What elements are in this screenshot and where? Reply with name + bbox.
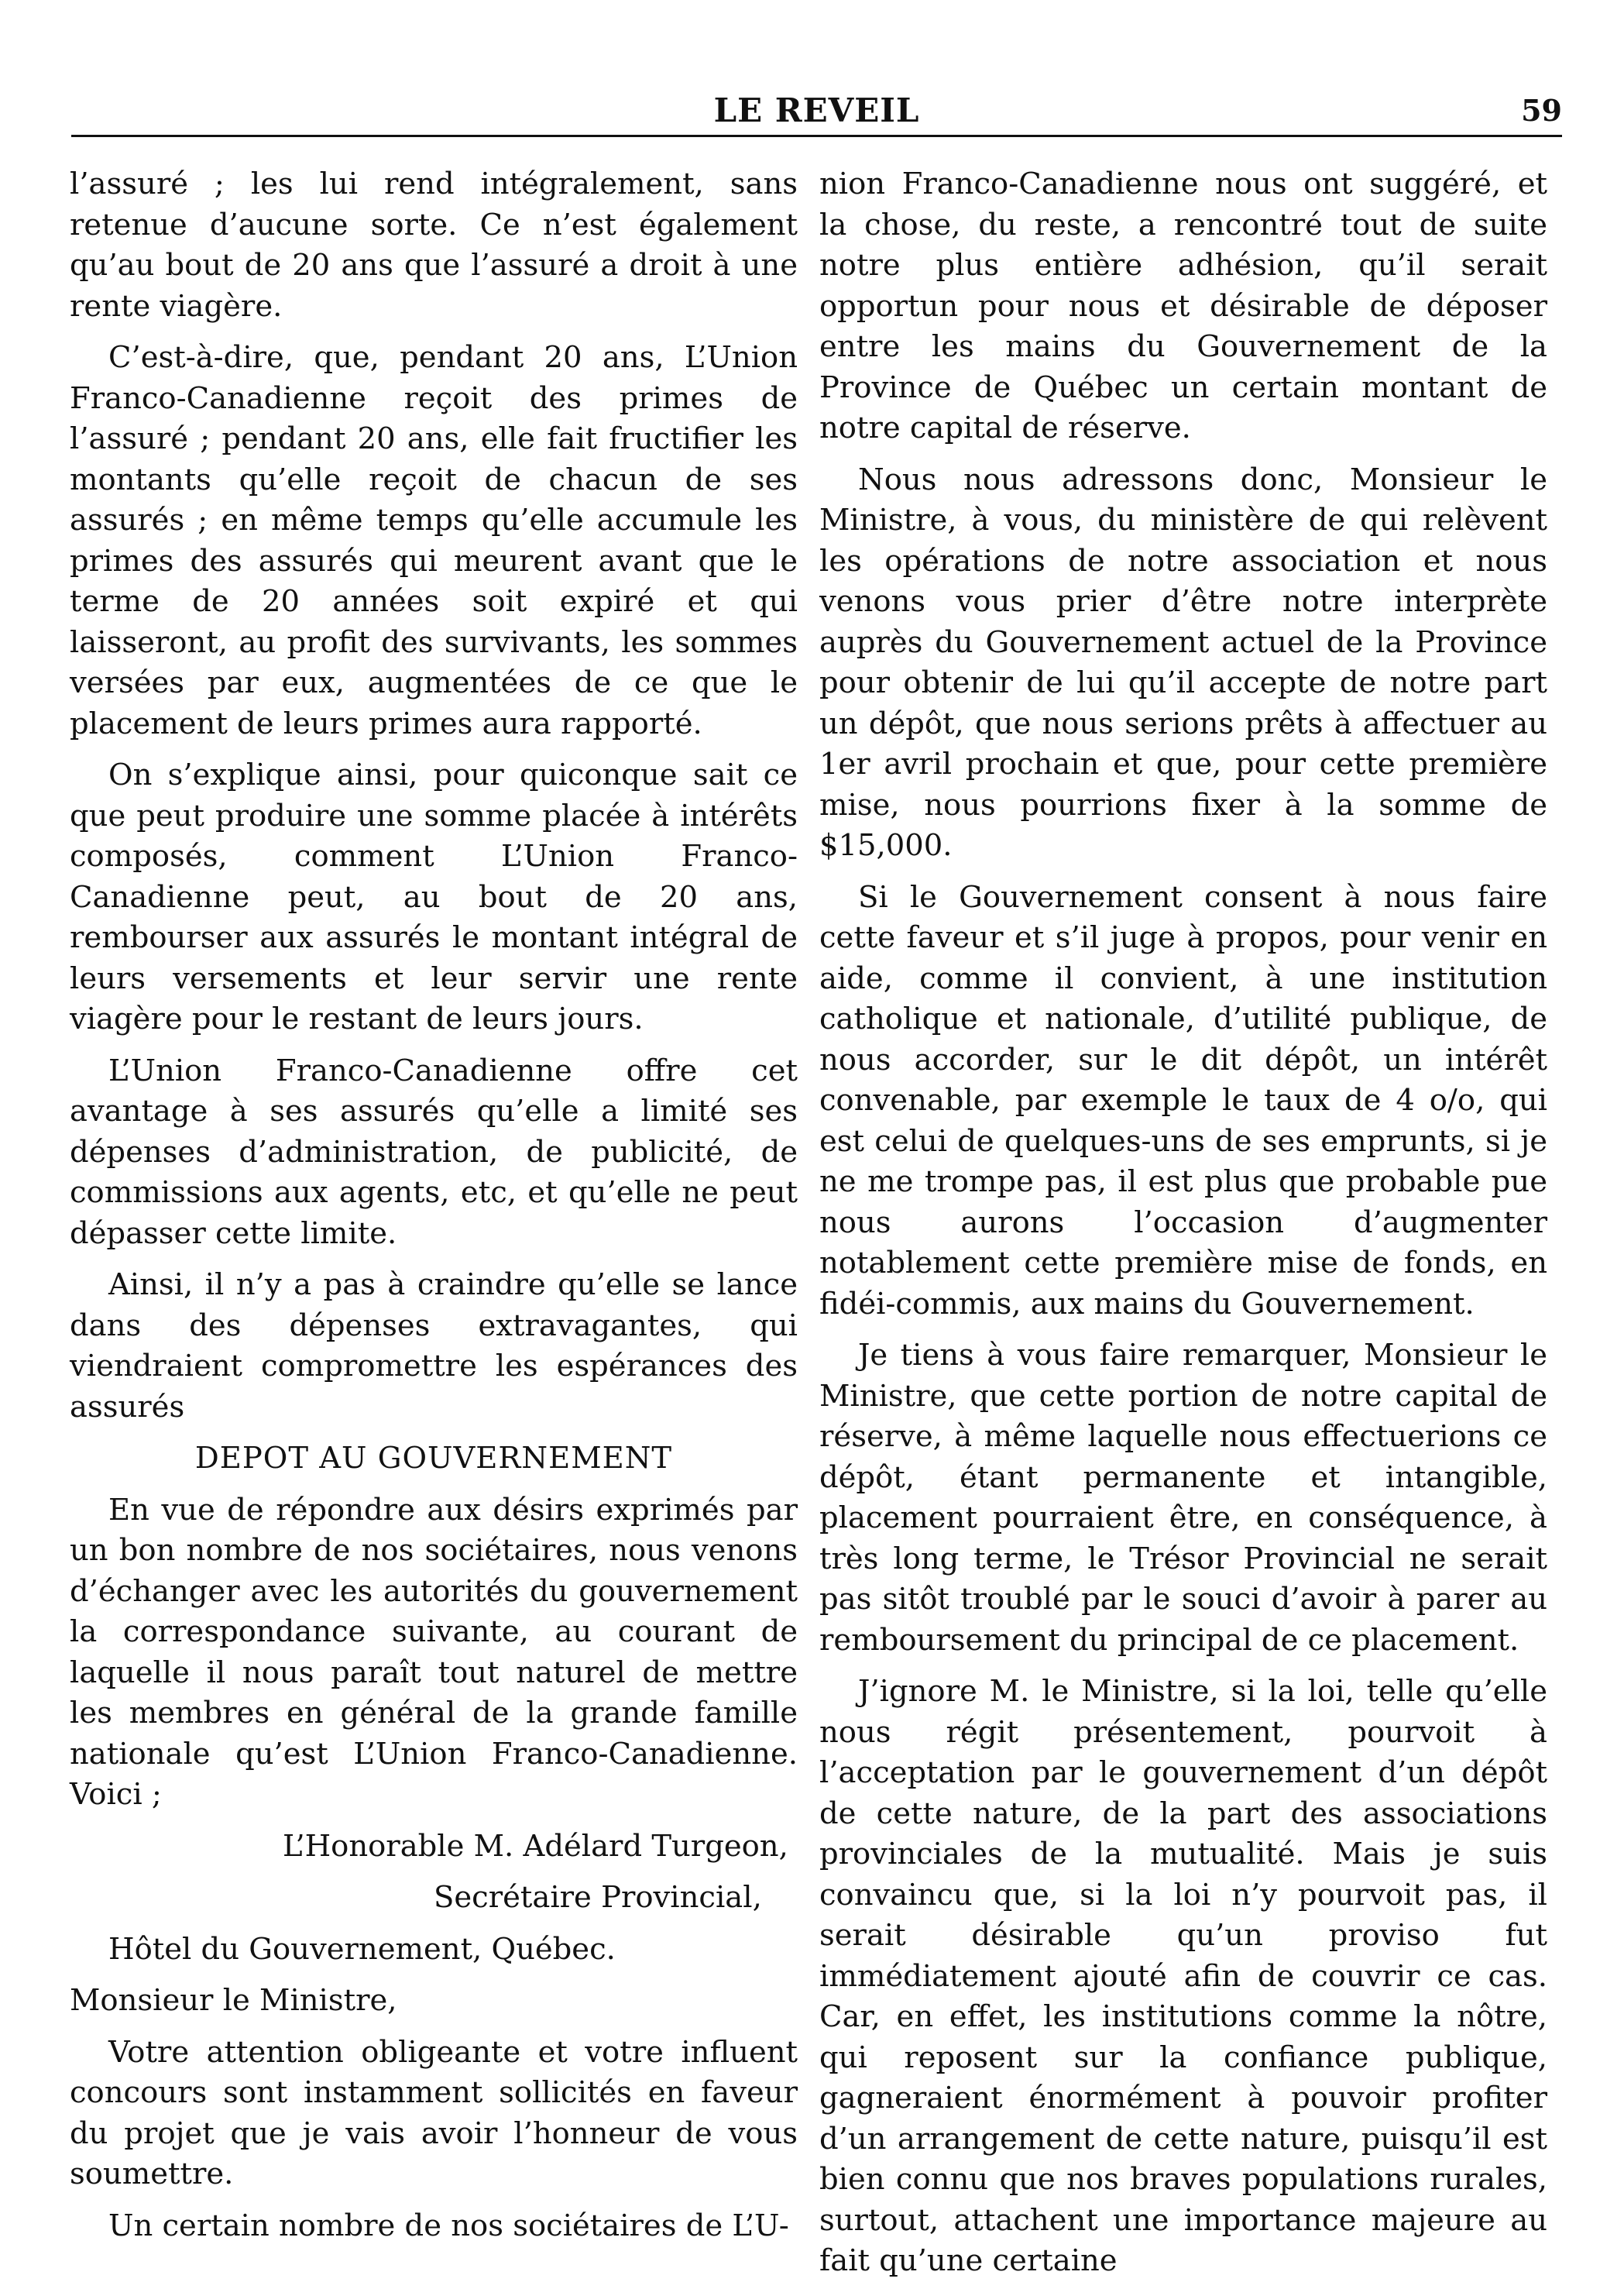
paragraph: Un certain nombre de nos sociétaires de L’U-	[108, 2208, 789, 2243]
section-heading: DEPOT AU GOUVERNEMENT	[194, 1441, 673, 1476]
left-column	[70, 164, 798, 2243]
running-header	[71, 87, 1562, 137]
paragraph: Ainsi, il n’y a pas à craindre qu’elle se lance dans des dépenses extravagantes, qui viendraient compromettre les espérances des assurés	[70, 1267, 798, 1425]
paragraph: L’Union Franco-Canadienne offre cet avantage à ses assurés qu’elle a limité ses dépenses d’administration, de publicité, de commissions aux agents, etc, et qu’elle ne peut dépasser cette limite.	[70, 1053, 798, 1251]
salutation: Monsieur le Ministre,	[70, 1983, 397, 2018]
page-number: 59	[1521, 93, 1562, 128]
paragraph: En vue de répondre aux désirs exprimés par un bon nombre de nos sociétaires, nous venons d’échanger avec les autorités du gouvernement la correspondance suivante, au courant de laquelle il nous paraît tout naturel de mettre les membres en général de la grande famille nationale qu’est L’Union Franco-Canadienne. Voici ;	[70, 1492, 798, 1812]
paragraph: nion Franco-Canadienne nous ont suggéré, et la chose, du reste, a rencontré tout de suite notre plus entière adhésion, qu’il serait opportun pour nous et désirable de déposer entre les mains du Gouvernement de la Province de Québec un certain montant de notre capital de réserve.	[819, 167, 1547, 445]
addressee-name: L’Honorable M. Adélard Turgeon,	[283, 1828, 788, 1864]
paragraph: J’ignore M. le Ministre, si la loi, telle qu’elle nous régit présentement, pourvoit à l’acceptation par le gouvernement d’un dépôt de cette nature, de la part des associations provinciales de la mutualité. Mais je suis convaincu que, si la loi n’y pourvoit pas, il serait désirable qu’un proviso fut immédiatement ajouté afin de couvrir ce cas. Car, en effet, les institutions comme la nôtre, qui reposent sur la confiance publique, gagneraient énormément à pouvoir profiter d’un arrangement de cette nature, puisqu’il est bien connu que nos braves populations rurales, surtout, attachent une importance majeure au fait qu’une certaine	[819, 1674, 1547, 2278]
paragraph: Je tiens à vous faire remarquer, Monsieur le Ministre, que cette portion de notre capital de réserve, à même laquelle nous effectuerions ce dépôt, étant permanente et intangible, placement pourraient être, en conséquence, à très long terme, le Trésor Provincial ne serait pas sitôt troublé par le souci d’avoir à parer au remboursement du principal de ce placement.	[819, 1338, 1547, 1658]
paragraph: Votre attention obligeante et votre influent concours sont instamment sollicités en faveur du projet que je vais avoir l’honneur de vous soumettre.	[70, 2034, 798, 2191]
paragraph: Si le Gouvernement consent à nous faire cette faveur et s’il juge à propos, pour venir en aide, comme il convient, à une institution catholique et nationale, d’utilité publique, de nous accorder, sur le dit dépôt, un intérêt convenable, par exemple le taux de 4 o/o, qui est celui de quelques-uns de ses emprunts, si je ne me trompe pas, il est plus que probable pue nous aurons l’occasion d’augmenter notablement cette première mise de fonds, en fidéi-commis, aux mains du Gouvernement.	[819, 879, 1547, 1321]
paragraph: On s’explique ainsi, pour quiconque sait ce que peut produire une somme placée à intérêts composés, comment L’Union Franco-Canadienne peut, au bout de 20 ans, rembourser aux assurés le montant intégral de leurs versements et leur servir une rente viagère pour le restant de leurs jours.	[70, 758, 798, 1036]
address-place: Hôtel du Gouvernement, Québec.	[108, 1931, 616, 1967]
paragraph: C’est-à-dire, que, pendant 20 ans, L’Union Franco-Canadienne reçoit des primes de l’assuré ; pendant 20 ans, elle fait fructifier les montants qu’elle reçoit de chacun de ses assurés ; en même temps qu’elle accumule les primes des assurés qui meurent avant que le terme de 20 années soit expiré et qui laisseront, au profit des survivants, les sommes versées par eux, augmentées de ce que le placement de leurs primes aura rapporté.	[70, 340, 798, 741]
paragraph: l’assuré ; les lui rend intégralement, sans retenue d’aucune sorte. Ce n’est également qu’au bout de 20 ans que l’assuré a droit à une rente viagère.	[70, 167, 798, 324]
running-title: LE REVEIL	[713, 91, 920, 129]
paragraph: Nous nous adressons donc, Monsieur le Ministre, à vous, du ministère de qui relèvent les opérations de notre association et nous venons vous prier d’être notre interprète auprès du Gouvernement actuel de la Province pour obtenir de lui qu’il accepte de notre part un dépôt, que nous serions prêts à affectuer au 1er avril prochain et que, pour cette première mise, nous pourrions fixer à la somme de $15,000.	[819, 462, 1547, 863]
right-column	[819, 164, 1547, 2278]
addressee-title: Secrétaire Provincial,	[434, 1880, 762, 1915]
